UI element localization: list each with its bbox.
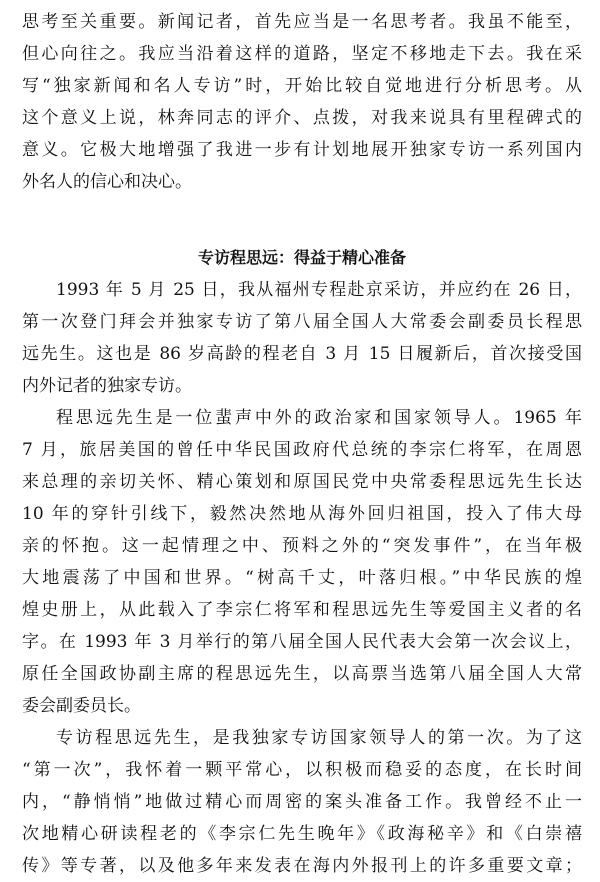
text-line: 10 年的穿针引线下，毅然决然地从海外回归祖国，投入了伟大母 xyxy=(22,504,582,524)
text-line: 字。在 1993 年 3 月举行的第八届全国人民代表大会第一次会议上， xyxy=(22,632,582,652)
text-line: 这个意义上说，林奔同志的评介、点拨，对我来说具有里程碑式的 xyxy=(22,108,582,128)
text-line: 1993 年 5 月 25 日，我从福州专程赴京采访，并应约在 26 日， xyxy=(56,280,582,300)
text-line: 传》等专著，以及他多年来发表在海内外报刊上的许多重要文章； xyxy=(22,856,582,876)
paragraph-1 xyxy=(22,6,582,198)
text-line: 大地震荡了中国和世界。“树高千丈，叶落归根。”中华民族的煌 xyxy=(22,568,582,588)
text-line: 程思远先生是一位蜚声中外的政治家和国家领导人。1965 年 xyxy=(56,408,582,428)
text-line: 内，“静悄悄”地做过精心而周密的案头准备工作。我曾经不止一 xyxy=(22,792,582,812)
paragraph-3 xyxy=(22,402,582,722)
section-heading: 专访程思远：得益于精心准备 xyxy=(197,248,406,267)
text-line: 亲的怀抱。这一起情理之中、预料之外的“突发事件”，在当年极 xyxy=(22,536,582,556)
text-line: 内外记者的独家专访。 xyxy=(22,376,192,396)
text-line: 次地精心研读程老的《李宗仁先生晚年》《政海秘辛》和《白崇禧 xyxy=(22,824,582,844)
paragraph-4 xyxy=(22,722,582,882)
text-line: 意义。它极大地增强了我进一步有计划地展开独家专访一系列国内 xyxy=(22,140,582,160)
text-line: 但心向往之。我应当沿着这样的道路，坚定不移地走下去。我在采 xyxy=(22,44,582,64)
text-line: 写“独家新闻和名人专访”时，开始比较自觉地进行分析思考。从 xyxy=(22,76,582,96)
text-line: “第一次”，我怀着一颗平常心，以积极而稳妥的态度，在长时间 xyxy=(22,760,582,780)
text-line: 原任全国政协副主席的程思远先生，以高票当选第八届全国人大常 xyxy=(22,664,582,684)
text-line: 委会副委员长。 xyxy=(22,696,141,716)
text-line: 思考至关重要。新闻记者，首先应当是一名思考者。我虽不能至， xyxy=(22,12,582,32)
text-line: 第一次登门拜会并独家专访了第八届全国人大常委会副委员长程思 xyxy=(22,312,582,332)
text-line: 外名人的信心和决心。 xyxy=(22,172,192,192)
document-page xyxy=(22,6,582,882)
text-line: 专访程思远先生，是我独家专访国家领导人的第一次。为了这 xyxy=(56,728,582,748)
text-line: 7 月，旅居美国的曾任中华民国政府代总统的李宗仁将军，在周恩 xyxy=(22,440,582,460)
paragraph-2 xyxy=(22,274,582,402)
text-line: 煌史册上，从此载入了李宗仁将军和程思远先生等爱国主义者的名 xyxy=(22,600,582,620)
text-line: 来总理的亲切关怀、精心策划和原国民党中央常委程思远先生长达 xyxy=(22,472,582,492)
text-line: 远先生。这也是 86 岁高龄的程老自 3 月 15 日履新后，首次接受国 xyxy=(22,344,582,364)
